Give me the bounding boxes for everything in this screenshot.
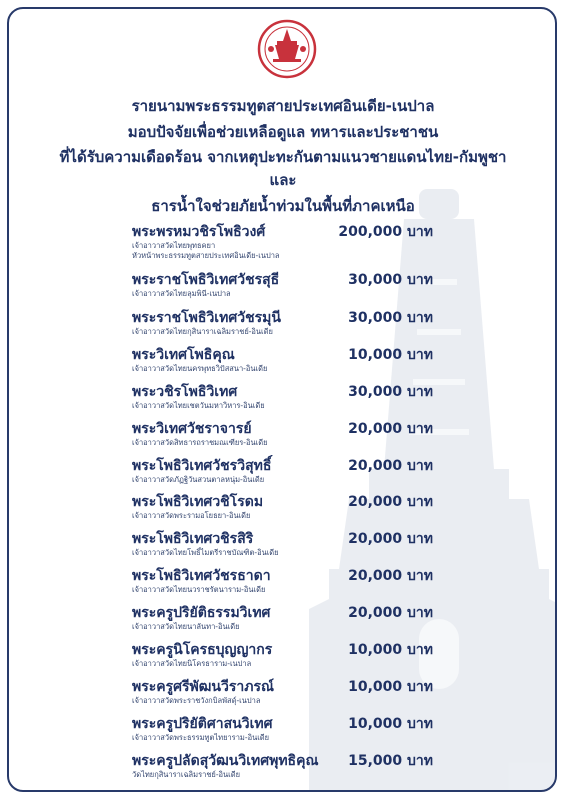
donor-name: พระราชโพธิวิเทศวัชรสุธี bbox=[132, 272, 280, 288]
donor-name: พระวิเทศวัชราจารย์ bbox=[132, 421, 252, 437]
donation-amount: 20,000 บาท bbox=[348, 568, 433, 584]
donor-row bbox=[132, 642, 432, 669]
donor-affiliation: เจ้าอาวาสวัดสิทธารถราชมณเฑียร-อินเดีย bbox=[132, 438, 268, 447]
donor-affiliation: เจ้าอาวาสวัดพระราชวังกบิลพัสดุ์-เนปาล bbox=[132, 696, 261, 705]
donation-amount: 10,000 บาท bbox=[348, 716, 433, 732]
donation-amount: 30,000 บาท bbox=[348, 272, 433, 288]
donor-name: พระวชิรโพธิวิเทศ bbox=[132, 384, 238, 400]
donor-affiliation: เจ้าอาวาสวัดไทยกุสินาราเฉลิมราชย์-อินเดีย bbox=[132, 327, 273, 336]
donor-affiliation: เจ้าอาวาสวัดไทยนิโครธาราม-เนปาล bbox=[132, 659, 252, 668]
heading-line-5: ธารน้ำใจช่วยภัยน้ำท่วมในพื้นที่ภาคเหนือ bbox=[151, 197, 415, 215]
donor-affiliation: เจ้าอาวาสวัดไทยเชตวันมหาวิหาร-อินเดีย bbox=[132, 401, 265, 410]
donor-row bbox=[132, 347, 432, 374]
donor-name: พระโพธิวิเทศวัชรธาดา bbox=[132, 568, 271, 584]
donor-name: พระราชโพธิวิเทศวัชรมุนี bbox=[132, 310, 281, 326]
donor-name: พระครูปริยัติศาสนวิเทศ bbox=[132, 716, 273, 732]
donor-name: พระครูศรีพัฒนวีราภรณ์ bbox=[132, 679, 274, 695]
donor-name: พระโพธิวิเทศวชิรสิริ bbox=[132, 531, 254, 547]
donor-affiliation: เจ้าอาวาสวัดพระธรรมทูตไทยาราม-อินเดีย bbox=[132, 733, 270, 742]
donor-row bbox=[132, 531, 432, 558]
donor-name: พระครูปลัดสุวัฒนวิเทศพุทธิคุณ bbox=[132, 753, 319, 769]
donor-row bbox=[132, 421, 432, 448]
heading-line-2: มอบปัจจัยเพื่อช่วยเหลือดูแล ทหารและประชาชน bbox=[127, 123, 439, 141]
donation-amount: 10,000 บาท bbox=[348, 679, 433, 695]
donation-amount: 30,000 บาท bbox=[348, 310, 433, 326]
donor-row bbox=[132, 716, 432, 743]
donor-row bbox=[132, 753, 432, 780]
donor-affiliation: วัดไทยกุสินาราเฉลิมราชย์-อินเดีย bbox=[132, 770, 240, 779]
donor-row bbox=[132, 384, 432, 411]
donation-amount: 20,000 บาท bbox=[348, 421, 433, 437]
donor-affiliation: เจ้าอาวาสวัดไทยพุทธคยา bbox=[132, 241, 216, 250]
donor-row bbox=[132, 224, 432, 261]
donor-affiliation: เจ้าอาวาสวัดไทยนครพุทธวิปัสสนา-อินเดีย bbox=[132, 364, 268, 373]
donation-amount: 200,000 บาท bbox=[338, 224, 433, 240]
donation-amount: 10,000 บาท bbox=[348, 347, 433, 363]
donor-name: พระครูปริยัติธรรมวิเทศ bbox=[132, 605, 271, 621]
donor-affiliation: เจ้าอาวาสวัดพระรามอโยธยา-อินเดีย bbox=[132, 511, 251, 520]
donor-name: พระวิเทศโพธิคุณ bbox=[132, 347, 235, 363]
donor-name: พระโพธิวิเทศวชิโรดม bbox=[132, 494, 264, 510]
donor-row bbox=[132, 310, 432, 337]
donor-row bbox=[132, 458, 432, 485]
donation-amount: 15,000 บาท bbox=[348, 753, 433, 769]
heading-line-4: และ bbox=[269, 171, 297, 189]
donation-amount: 20,000 บาท bbox=[348, 531, 433, 547]
donation-amount: 20,000 บาท bbox=[348, 458, 433, 474]
donor-row bbox=[132, 272, 432, 299]
donation-amount: 30,000 บาท bbox=[348, 384, 433, 400]
donor-affiliation: เจ้าอาวาสวัดไทยนาลันทา-อินเดีย bbox=[132, 622, 240, 631]
donor-affiliation: เจ้าอาวาสวัดไทยนวราชรัตนาราม-อินเดีย bbox=[132, 585, 266, 594]
seal-emblem bbox=[257, 19, 317, 79]
donor-name: พระโพธิวิเทศวัชรวิสุทธิ์ bbox=[132, 458, 272, 474]
donor-affiliation: เจ้าอาวาสวัดไทยโพธิ์ไมตรีราชบัณฑิต-อินเดีย bbox=[132, 548, 279, 557]
donor-affiliation: เจ้าอาวาสวัดภัฏฐิวันสวนตาลหนุ่ม-อินเดีย bbox=[132, 475, 265, 484]
donor-name: พระครูนิโครธบุญญากร bbox=[132, 642, 273, 658]
donation-amount: 10,000 บาท bbox=[348, 642, 433, 658]
donor-name: พระพรหมวชิรโพธิวงศ์ bbox=[132, 224, 266, 240]
heading-line-3: ที่ได้รับความเดือดร้อน จากเหตุปะทะกันตามแนวชายแดนไทย-กัมพูชา bbox=[59, 148, 507, 166]
donor-affiliation: เจ้าอาวาสวัดไทยลุมพินี-เนปาล bbox=[132, 289, 231, 298]
donor-row bbox=[132, 605, 432, 632]
heading-line-1: รายนามพระธรรมทูตสายประเทศอินเดีย-เนปาล bbox=[131, 97, 435, 115]
donation-amount: 20,000 บาท bbox=[348, 494, 433, 510]
donor-position: หัวหน้าพระธรรมทูตสายประเทศอินเดีย-เนปาล bbox=[132, 251, 280, 260]
donor-row bbox=[132, 494, 432, 521]
donor-row bbox=[132, 679, 432, 706]
donor-row bbox=[132, 568, 432, 595]
donation-amount: 20,000 บาท bbox=[348, 605, 433, 621]
